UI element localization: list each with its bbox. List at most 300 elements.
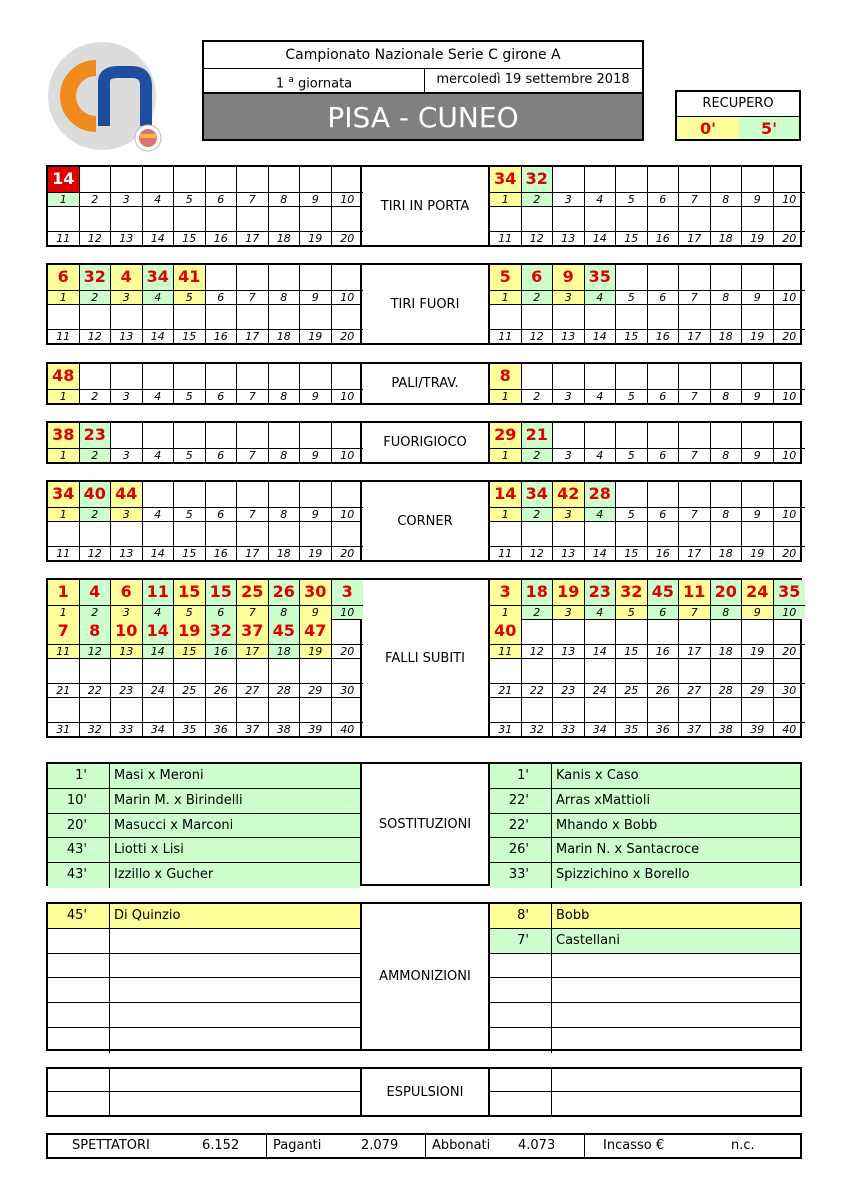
minute <box>48 1092 110 1115</box>
index-cell: 5 <box>174 507 206 521</box>
espulsioni-label: ESPULSIONI <box>362 1067 488 1117</box>
minute: 22' <box>490 789 552 813</box>
minute-cell <box>300 658 332 683</box>
minute-cell <box>711 304 743 329</box>
minute-cell <box>616 304 648 329</box>
minute-cell <box>206 423 238 448</box>
index-cell: 20 <box>332 329 364 343</box>
index-cell: 34 <box>143 722 175 736</box>
minute-cell: 11 <box>143 580 175 605</box>
paganti-label: Paganti <box>273 1138 322 1153</box>
index-cell: 19 <box>300 644 332 658</box>
minute-cell <box>269 304 301 329</box>
index-cell: 18 <box>711 329 743 343</box>
index-cell: 2 <box>80 290 112 304</box>
minute-cell <box>774 304 806 329</box>
recupero-box <box>675 90 801 141</box>
minute-cell <box>711 364 743 389</box>
minute-cell <box>679 364 711 389</box>
minute-cell <box>48 521 80 546</box>
minute-cell: 8 <box>80 619 112 644</box>
index-cell: 13 <box>553 329 585 343</box>
minute-cell <box>269 364 301 389</box>
match-date: mercoledì 19 settembre 2018 <box>436 72 630 87</box>
index-cell: 15 <box>616 329 648 343</box>
index-cell: 26 <box>206 683 238 697</box>
index-cell: 10 <box>332 507 364 521</box>
minute-cell <box>742 658 774 683</box>
index-cell: 11 <box>490 644 522 658</box>
fuorigioco-label: FUORIGIOCO <box>362 421 488 464</box>
index-cell: 13 <box>553 231 585 245</box>
minute-cell: 48 <box>48 364 80 389</box>
minute-cell <box>332 206 364 231</box>
minute-cell <box>648 206 680 231</box>
text-row <box>490 1092 800 1115</box>
index-cell: 2 <box>80 605 112 619</box>
minute-cell: 14 <box>143 619 175 644</box>
minute-cell <box>80 304 112 329</box>
minute-cell <box>111 697 143 722</box>
minute <box>490 1028 552 1053</box>
index-cell: 9 <box>742 605 774 619</box>
index-cell: 11 <box>490 546 522 560</box>
minute-cell <box>111 364 143 389</box>
index-cell: 8 <box>269 605 301 619</box>
minute-cell <box>585 521 617 546</box>
player-text: Mhando x Bobb <box>556 817 658 833</box>
minute-cell: 3 <box>490 580 522 605</box>
index-cell: 7 <box>237 605 269 619</box>
sostituzioni-label: SOSTITUZIONI <box>362 762 488 886</box>
minute-cell: 24 <box>742 580 774 605</box>
player-text <box>110 1069 360 1091</box>
index-cell: 17 <box>679 546 711 560</box>
minute-cell <box>143 423 175 448</box>
minute-cell <box>206 265 238 290</box>
minute-cell <box>774 265 806 290</box>
index-cell: 6 <box>648 192 680 206</box>
index-cell: 4 <box>143 448 175 462</box>
player-text: Castellani <box>556 932 620 948</box>
competition-title: Campionato Nazionale Serie C girone A <box>204 42 642 69</box>
index-cell: 36 <box>648 722 680 736</box>
minute-cell <box>332 658 364 683</box>
text-row <box>48 929 360 954</box>
minute-cell <box>143 697 175 722</box>
index-cell: 21 <box>490 683 522 697</box>
minute-cell: 14 <box>490 482 522 507</box>
minute-cell: 30 <box>300 580 332 605</box>
index-cell: 15 <box>174 231 206 245</box>
index-cell: 5 <box>616 605 648 619</box>
paganti-value: 2.079 <box>361 1138 399 1153</box>
text-row <box>48 904 360 929</box>
minute-cell <box>522 619 554 644</box>
minute-cell <box>679 423 711 448</box>
minute-cell <box>711 697 743 722</box>
minute-cell <box>774 364 806 389</box>
player-text <box>552 978 800 1002</box>
minute-cell <box>522 206 554 231</box>
minute-cell: 11 <box>679 580 711 605</box>
minute-cell <box>553 619 585 644</box>
text-row <box>48 1069 360 1092</box>
minute-cell <box>522 658 554 683</box>
index-cell: 5 <box>174 290 206 304</box>
index-cell: 12 <box>522 231 554 245</box>
minute-cell <box>80 206 112 231</box>
index-cell: 6 <box>206 290 238 304</box>
index-cell: 15 <box>616 231 648 245</box>
minute-cell <box>616 167 648 192</box>
minute-cell <box>616 364 648 389</box>
minute-cell <box>206 304 238 329</box>
index-cell: 8 <box>269 448 301 462</box>
minute: 33' <box>490 863 552 888</box>
minute <box>48 1069 110 1091</box>
minute-cell: 34 <box>48 482 80 507</box>
index-cell: 17 <box>237 231 269 245</box>
ammonizioni-away <box>488 902 802 1051</box>
text-row <box>490 838 800 863</box>
minute: 22' <box>490 814 552 838</box>
index-cell: 38 <box>711 722 743 736</box>
index-cell: 1 <box>490 448 522 462</box>
minute <box>48 1028 110 1053</box>
player-text: Bobb <box>556 908 590 923</box>
minute-cell <box>616 697 648 722</box>
minute-cell <box>585 619 617 644</box>
text-row <box>48 764 360 789</box>
minute <box>490 1069 552 1091</box>
minute-cell <box>111 423 143 448</box>
index-cell: 1 <box>48 290 80 304</box>
index-cell: 12 <box>80 329 112 343</box>
minute-cell <box>585 364 617 389</box>
minute-cell <box>269 423 301 448</box>
minute-cell <box>490 658 522 683</box>
player-text <box>110 929 360 953</box>
minute: 20' <box>48 814 110 838</box>
minute-cell: 29 <box>490 423 522 448</box>
text-row <box>48 789 360 814</box>
minute-cell <box>237 521 269 546</box>
minute-cell <box>143 167 175 192</box>
index-cell: 7 <box>237 290 269 304</box>
player-text <box>110 978 360 1002</box>
minute-cell <box>742 697 774 722</box>
index-cell: 1 <box>48 507 80 521</box>
minute-cell <box>711 521 743 546</box>
minute-cell: 26 <box>269 580 301 605</box>
minute-cell <box>553 206 585 231</box>
index-cell: 16 <box>648 231 680 245</box>
recupero-title: RECUPERO <box>677 92 799 117</box>
index-cell: 11 <box>490 329 522 343</box>
minute-cell <box>711 206 743 231</box>
index-cell: 7 <box>237 192 269 206</box>
index-cell: 22 <box>80 683 112 697</box>
minute-cell <box>774 167 806 192</box>
text-row <box>490 814 800 839</box>
minute-cell <box>553 521 585 546</box>
minute-cell <box>174 206 206 231</box>
minute-cell <box>300 304 332 329</box>
index-cell: 9 <box>300 389 332 403</box>
index-cell: 31 <box>490 722 522 736</box>
index-cell: 17 <box>679 329 711 343</box>
minute-cell: 32 <box>80 265 112 290</box>
index-cell: 9 <box>300 507 332 521</box>
index-cell: 8 <box>711 448 743 462</box>
index-cell: 3 <box>111 605 143 619</box>
index-cell: 7 <box>679 389 711 403</box>
index-cell: 28 <box>711 683 743 697</box>
index-cell: 3 <box>553 507 585 521</box>
minute-cell: 40 <box>490 619 522 644</box>
minute-cell: 35 <box>585 265 617 290</box>
minute-cell <box>237 482 269 507</box>
minute-cell <box>679 167 711 192</box>
index-cell: 4 <box>585 192 617 206</box>
index-cell: 9 <box>742 448 774 462</box>
sostituzioni-home <box>46 762 362 886</box>
minute-cell <box>111 658 143 683</box>
minute: 10' <box>48 789 110 813</box>
index-cell: 4 <box>585 290 617 304</box>
minute-cell <box>143 364 175 389</box>
minute-cell <box>206 697 238 722</box>
index-cell: 8 <box>711 192 743 206</box>
index-cell: 12 <box>522 329 554 343</box>
minute-cell: 14 <box>48 167 80 192</box>
minute-cell <box>553 423 585 448</box>
minute-cell <box>774 423 806 448</box>
index-cell: 3 <box>553 192 585 206</box>
player-text: Masucci x Marconi <box>114 817 234 833</box>
minute-cell <box>80 364 112 389</box>
index-cell: 32 <box>522 722 554 736</box>
minute-cell: 44 <box>111 482 143 507</box>
minute-cell: 6 <box>522 265 554 290</box>
incasso-value: n.c. <box>731 1138 755 1153</box>
index-cell: 11 <box>48 644 80 658</box>
abbonati-value: 4.073 <box>518 1138 556 1153</box>
index-cell: 22 <box>522 683 554 697</box>
index-cell: 6 <box>648 507 680 521</box>
minute-cell: 10 <box>111 619 143 644</box>
espulsioni-home <box>46 1067 362 1117</box>
minute-cell: 34 <box>490 167 522 192</box>
index-cell: 15 <box>616 546 648 560</box>
index-cell: 8 <box>711 507 743 521</box>
pali-home-grid <box>46 362 362 405</box>
index-cell: 18 <box>711 546 743 560</box>
index-cell: 13 <box>111 231 143 245</box>
index-cell: 3 <box>111 389 143 403</box>
corner-away-grid <box>488 480 802 562</box>
minute-cell <box>206 167 238 192</box>
index-cell: 19 <box>742 546 774 560</box>
minute-cell: 9 <box>553 265 585 290</box>
index-cell: 14 <box>143 231 175 245</box>
round <box>204 68 425 92</box>
index-cell: 18 <box>269 546 301 560</box>
minute-cell <box>332 619 364 644</box>
minute-cell: 32 <box>616 580 648 605</box>
index-cell: 24 <box>585 683 617 697</box>
index-cell: 7 <box>237 507 269 521</box>
index-cell: 1 <box>490 605 522 619</box>
minute-cell <box>742 167 774 192</box>
minute-cell <box>742 423 774 448</box>
round-word: giornata <box>297 76 353 92</box>
index-cell: 14 <box>585 546 617 560</box>
text-row <box>490 1069 800 1092</box>
index-cell: 21 <box>48 683 80 697</box>
index-cell: 18 <box>711 644 743 658</box>
minute-cell: 4 <box>111 265 143 290</box>
minute-cell <box>711 167 743 192</box>
index-cell: 2 <box>80 507 112 521</box>
minute-cell <box>300 521 332 546</box>
minute-cell <box>490 697 522 722</box>
index-cell: 4 <box>585 448 617 462</box>
index-cell: 37 <box>237 722 269 736</box>
minute-cell: 4 <box>80 580 112 605</box>
index-cell: 32 <box>80 722 112 736</box>
index-cell: 6 <box>648 389 680 403</box>
index-cell: 11 <box>48 546 80 560</box>
minute-cell <box>332 521 364 546</box>
minute: 1' <box>48 764 110 788</box>
attendance-footer <box>46 1133 802 1159</box>
player-text <box>552 1092 800 1115</box>
index-cell: 20 <box>774 329 806 343</box>
text-row <box>48 954 360 979</box>
index-cell: 6 <box>206 389 238 403</box>
minute-cell <box>522 521 554 546</box>
index-cell: 18 <box>711 231 743 245</box>
index-cell: 5 <box>174 389 206 403</box>
index-cell: 3 <box>111 448 143 462</box>
player-text: Izzillo x Gucher <box>114 867 214 883</box>
index-cell: 4 <box>585 507 617 521</box>
minute-cell <box>522 364 554 389</box>
index-cell: 14 <box>143 644 175 658</box>
index-cell: 10 <box>332 389 364 403</box>
minute-cell: 38 <box>48 423 80 448</box>
minute: 43' <box>48 838 110 862</box>
minute-cell <box>332 482 364 507</box>
text-row <box>48 838 360 863</box>
index-cell: 14 <box>143 546 175 560</box>
tiri_in_porta-label: TIRI IN PORTA <box>362 165 488 247</box>
minute-cell <box>237 304 269 329</box>
minute-cell <box>711 482 743 507</box>
minute-cell <box>742 482 774 507</box>
minute <box>490 1092 552 1115</box>
minute-cell: 7 <box>48 619 80 644</box>
minute-cell: 19 <box>553 580 585 605</box>
minute-cell: 34 <box>522 482 554 507</box>
index-cell: 20 <box>332 644 364 658</box>
index-cell: 14 <box>585 231 617 245</box>
minute-cell <box>648 658 680 683</box>
minute-cell <box>237 206 269 231</box>
index-cell: 20 <box>332 546 364 560</box>
minute-cell: 45 <box>648 580 680 605</box>
index-cell: 6 <box>206 605 238 619</box>
tiri_fuori-label: TIRI FUORI <box>362 263 488 345</box>
tiri_fuori-home-grid <box>46 263 362 345</box>
minute-cell: 40 <box>80 482 112 507</box>
minute-cell <box>174 521 206 546</box>
minute-cell <box>111 304 143 329</box>
minute-cell <box>174 364 206 389</box>
minute: 26' <box>490 838 552 862</box>
index-cell: 14 <box>585 644 617 658</box>
index-cell: 7 <box>679 605 711 619</box>
index-cell: 9 <box>742 389 774 403</box>
index-cell: 2 <box>522 605 554 619</box>
minute: 45' <box>48 904 110 928</box>
index-cell: 16 <box>206 231 238 245</box>
round-number: 1 <box>275 76 285 92</box>
index-cell: 8 <box>269 389 301 403</box>
index-cell: 5 <box>616 290 648 304</box>
minute-cell: 32 <box>206 619 238 644</box>
index-cell: 4 <box>585 389 617 403</box>
index-cell: 3 <box>553 605 585 619</box>
minute-cell <box>332 265 364 290</box>
minute-cell <box>774 482 806 507</box>
index-cell: 39 <box>742 722 774 736</box>
minute-cell: 18 <box>522 580 554 605</box>
minute-cell <box>648 521 680 546</box>
index-cell: 2 <box>80 448 112 462</box>
corner-home-grid <box>46 480 362 562</box>
index-cell: 3 <box>553 290 585 304</box>
minute-cell <box>237 423 269 448</box>
index-cell: 1 <box>490 290 522 304</box>
minute-cell: 42 <box>553 482 585 507</box>
index-cell: 30 <box>332 683 364 697</box>
minute-cell <box>616 521 648 546</box>
index-cell: 11 <box>48 329 80 343</box>
index-cell: 15 <box>616 644 648 658</box>
recupero-second-half: 5' <box>739 117 799 139</box>
minute-cell <box>711 658 743 683</box>
fuorigioco-away-grid <box>488 421 802 464</box>
minute-cell <box>332 167 364 192</box>
index-cell: 15 <box>174 546 206 560</box>
player-text: Spizzichino x Borello <box>556 867 690 883</box>
minute-cell <box>206 521 238 546</box>
minute-cell <box>585 304 617 329</box>
index-cell: 6 <box>206 448 238 462</box>
round-sup: a <box>288 75 294 85</box>
tiri_in_porta-home-grid <box>46 165 362 247</box>
index-cell: 33 <box>553 722 585 736</box>
index-cell: 6 <box>648 605 680 619</box>
minute <box>490 954 552 978</box>
minute-cell: 32 <box>522 167 554 192</box>
minute-cell <box>300 697 332 722</box>
minute-cell <box>174 423 206 448</box>
player-text: Di Quinzio <box>114 908 181 923</box>
